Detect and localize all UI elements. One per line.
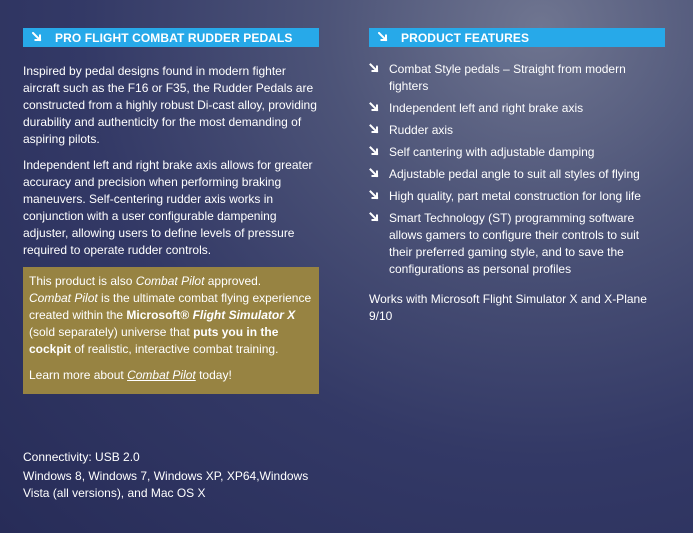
combat-pilot-note	[23, 267, 319, 394]
flight-simulator-name: Flight Simulator X	[192, 308, 296, 322]
feature-item	[369, 210, 665, 278]
feature-text: Self cantering with adjustable damping	[389, 145, 595, 159]
description-paragraph-1: Inspired by pedal designs found in modern fighter aircraft such as the F16 or F35, the Rudder Pedals are constructed from a highly robust Di-cast alloy, providing durability and authenticity for the most demanding of aspiring pilots.	[23, 64, 317, 146]
learn-more-line	[29, 367, 313, 384]
microsoft-brand: Microsoft®	[126, 308, 190, 322]
left-column	[23, 28, 319, 394]
note-text-part: is the ultimate combat flying experience created within the	[29, 291, 312, 322]
feature-item	[369, 188, 665, 205]
note-text-part: approved.	[204, 274, 262, 288]
combat-pilot-link[interactable]: Combat Pilot	[127, 368, 196, 382]
connectivity-usb: Connectivity: USB 2.0	[23, 450, 140, 464]
note-emphasis: puts you in the cockpit	[29, 325, 279, 356]
section-header-product-features	[369, 28, 665, 47]
arrow-down-right-icon	[369, 63, 380, 74]
feature-item	[369, 166, 665, 183]
right-column	[369, 28, 665, 325]
learn-more-suffix: today!	[195, 368, 232, 382]
feature-item	[369, 61, 665, 95]
feature-item	[369, 122, 665, 139]
note-text-part: This product is also	[29, 274, 136, 288]
combat-pilot-name: Combat Pilot	[135, 274, 205, 288]
arrow-down-right-icon	[369, 190, 380, 201]
section-header-label: PRODUCT FEATURES	[401, 30, 530, 45]
feature-text: Smart Technology (ST) programming software allows gamers to configure their controls to suit their preferred gaming style, and to save the configurations as personal profiles	[389, 211, 640, 276]
arrow-down-right-icon	[369, 146, 380, 157]
learn-more-prefix: Learn more about	[29, 368, 128, 382]
connectivity-info	[23, 449, 323, 502]
feature-item	[369, 100, 665, 117]
feature-text: Adjustable pedal angle to suit all styles of flying	[389, 167, 640, 181]
feature-item	[369, 144, 665, 161]
arrow-down-right-icon	[369, 212, 380, 223]
note-text-part: (sold separately) universe that	[29, 325, 194, 339]
arrow-down-right-icon	[369, 124, 380, 135]
arrow-down-right-icon	[369, 102, 380, 113]
feature-text: Independent left and right brake axis	[389, 101, 584, 115]
combat-pilot-name: Combat Pilot	[29, 291, 98, 305]
note-text-part: of realistic, interactive combat training.	[71, 342, 279, 356]
feature-text: Combat Style pedals – Straight from modern fighters	[389, 62, 626, 93]
description-paragraph-2: Independent left and right brake axis allows for greater accuracy and precision when performing braking maneuvers. Self-centering rudder axis works in conjunction with a user configurable dampening adjuster, allowing users to define levels of pressure required to operate rudder controls.	[23, 158, 313, 257]
feature-text: High quality, part metal construction for long life	[389, 189, 641, 203]
arrow-down-right-icon	[378, 32, 389, 43]
feature-list	[369, 61, 665, 278]
compatibility-os: Windows 8, Windows 7, Windows XP, XP64,Windows Vista (all versions), and Mac OS X	[23, 469, 309, 500]
arrow-down-right-icon	[369, 168, 380, 179]
arrow-down-right-icon	[32, 32, 43, 43]
section-header-label: PRO FLIGHT COMBAT RUDDER PEDALS	[55, 30, 293, 45]
feature-text: Rudder axis	[389, 123, 454, 137]
note-text	[29, 273, 313, 358]
compatibility-note: Works with Microsoft Flight Simulator X and X-Plane 9/10	[369, 292, 647, 323]
section-header-rudder-pedals	[23, 28, 319, 47]
